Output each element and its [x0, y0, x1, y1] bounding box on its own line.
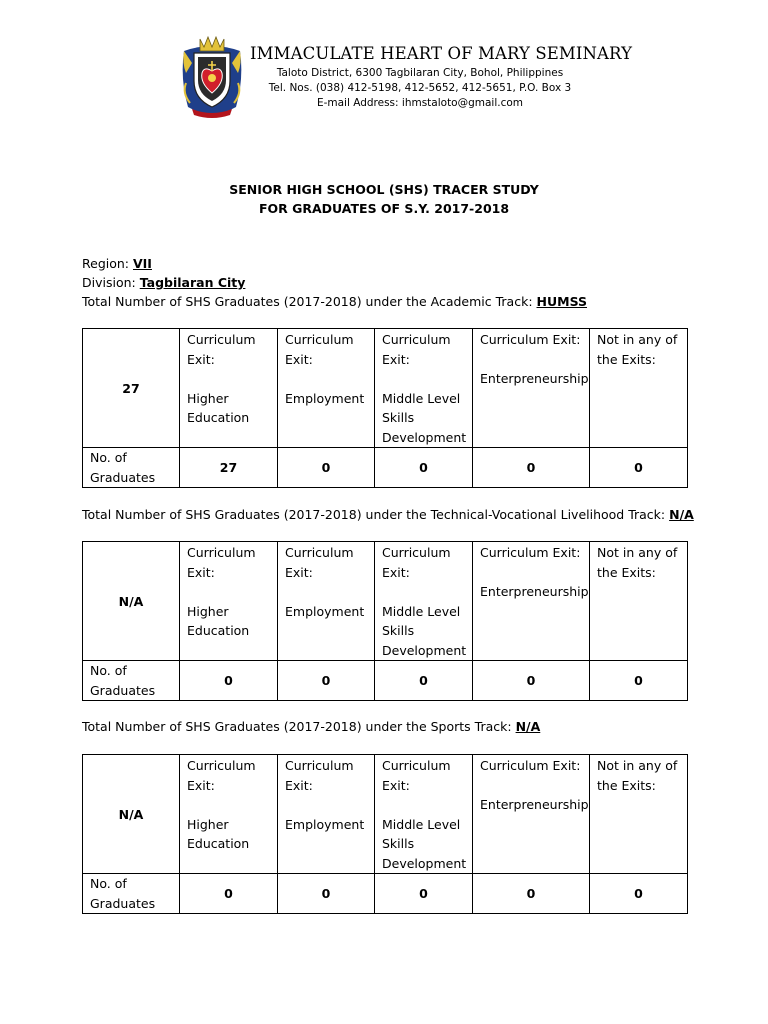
header-employment: Curriculum Exit: Employment	[278, 755, 375, 874]
table-header-row	[83, 542, 688, 661]
value-not-in-exits: 0	[590, 661, 688, 701]
table-header-row	[83, 329, 688, 448]
division-value: Tagbilaran City	[139, 275, 246, 290]
school-address: Taloto District, 6300 Tagbilaran City, Bohol, Philippines	[276, 67, 564, 79]
value-employment: 0	[278, 874, 375, 914]
document-title-line1: SENIOR HIGH SCHOOL (SHS) TRACER STUDY	[229, 182, 539, 197]
header-higher-education: Curriculum Exit: Higher Education	[180, 755, 278, 874]
track-caption-value: N/A	[515, 719, 541, 734]
document-title-line2: FOR GRADUATES OF S.Y. 2017-2018	[258, 201, 510, 216]
academic-track-table	[82, 328, 688, 488]
track-caption-value: N/A	[669, 507, 694, 522]
track-caption-text: Total Number of SHS Graduates (2017-2018) under the Technical-Vocational Livelihood Track:	[82, 507, 670, 522]
track-total-cell: N/A	[83, 755, 180, 874]
value-not-in-exits: 0	[590, 448, 688, 488]
table-row	[83, 448, 688, 488]
division-label: Division:	[82, 275, 140, 290]
table-header-row	[83, 755, 688, 874]
seminary-crest-logo	[178, 33, 246, 119]
sports-track-caption	[82, 719, 540, 734]
header-not-in-exits: Not in any of the Exits:	[590, 542, 688, 661]
header-middle-level: Curriculum Exit: Middle Level Skills Development	[375, 755, 473, 874]
header-higher-education: Curriculum Exit: Higher Education	[180, 542, 278, 661]
header-middle-level: Curriculum Exit: Middle Level Skills Development	[375, 542, 473, 661]
value-enterpreneurship: 0	[473, 874, 590, 914]
value-enterpreneurship: 0	[473, 661, 590, 701]
header-enterpreneurship: Curriculum Exit: Enterpreneurship	[473, 329, 590, 448]
row-label: No. of Graduates	[83, 874, 180, 914]
header-higher-education: Curriculum Exit: Higher Education	[180, 329, 278, 448]
value-middle-level: 0	[375, 661, 473, 701]
header-not-in-exits: Not in any of the Exits:	[590, 755, 688, 874]
track-total-cell: N/A	[83, 542, 180, 661]
header-employment: Curriculum Exit: Employment	[278, 329, 375, 448]
academic-track-caption	[82, 294, 587, 309]
tvl-track-table	[82, 541, 688, 701]
header-middle-level: Curriculum Exit: Middle Level Skills Development	[375, 329, 473, 448]
school-name: IMMACULATE HEART OF MARY SEMINARY	[250, 44, 633, 63]
school-email: E-mail Address: ihmstaloto@gmail.com	[316, 97, 524, 109]
value-not-in-exits: 0	[590, 874, 688, 914]
value-employment: 0	[278, 661, 375, 701]
table-row	[83, 874, 688, 914]
tvl-track-caption	[82, 507, 694, 522]
value-higher-education: 27	[180, 448, 278, 488]
region-value: VII	[132, 256, 152, 271]
row-label: No. of Graduates	[83, 661, 180, 701]
header-employment: Curriculum Exit: Employment	[278, 542, 375, 661]
table-row	[83, 661, 688, 701]
sports-track-table	[82, 754, 688, 914]
row-label: No. of Graduates	[83, 448, 180, 488]
value-employment: 0	[278, 448, 375, 488]
school-phones: Tel. Nos. (038) 412-5198, 412-5652, 412-5651, P.O. Box 3	[268, 82, 572, 94]
track-caption-text: Total Number of SHS Graduates (2017-2018) under the Academic Track:	[82, 294, 537, 309]
track-caption-text: Total Number of SHS Graduates (2017-2018) under the Sports Track:	[82, 719, 516, 734]
division-line	[82, 275, 245, 290]
header-not-in-exits: Not in any of the Exits:	[590, 329, 688, 448]
region-label: Region:	[82, 256, 133, 271]
value-higher-education: 0	[180, 661, 278, 701]
value-middle-level: 0	[375, 448, 473, 488]
value-enterpreneurship: 0	[473, 448, 590, 488]
track-total-cell: 27	[83, 329, 180, 448]
header-enterpreneurship: Curriculum Exit: Enterpreneurship	[473, 755, 590, 874]
track-caption-value: HUMSS	[536, 294, 588, 309]
value-higher-education: 0	[180, 874, 278, 914]
region-line	[82, 256, 152, 271]
value-middle-level: 0	[375, 874, 473, 914]
header-enterpreneurship: Curriculum Exit: Enterpreneurship	[473, 542, 590, 661]
